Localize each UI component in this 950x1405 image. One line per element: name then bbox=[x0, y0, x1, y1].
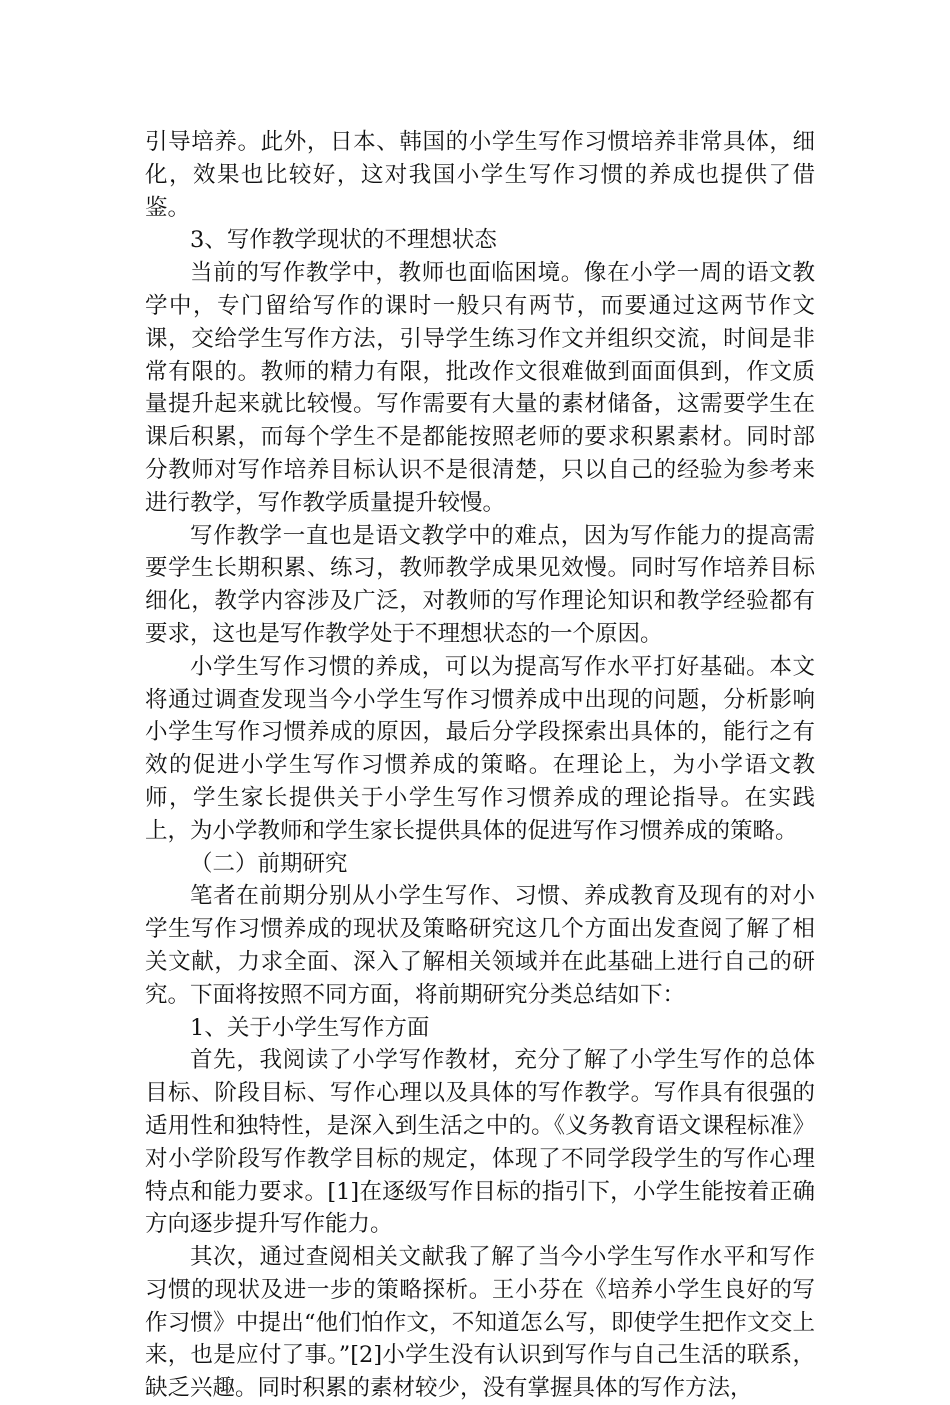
paragraph-curriculum-goals: 首先，我阅读了小学写作教材，充分了解了小学生写作的总体目标、阶段目标、写作心理以及具体的写作教学。写作具有很强的适用性和独特性，是深入到生活之中的。《义务教育语文课程标准》对小学阶段写作教学目标的规定，体现了不同学段学生的写作心理特点和能力要求。[1]在逐级写作目标的指引下，小学生能按着正确方向逐步提升写作能力。 bbox=[145, 1047, 815, 1238]
paragraph-current-status: 其次，通过查阅相关文献我了解了当今小学生写作水平和写作习惯的现状及进一步的策略探析。王小芬在《培养小学生良好的写作习惯》中提出“他们怕作文，不知道怎么写，即使学生把作文交上来，也是应付了事。”[2]小学生没有认识到写作与自己生活的联系，缺乏兴趣。同时积累的素材较少，没有掌握具体的写作方法， bbox=[145, 1244, 815, 1402]
section-heading-prior-research: （二）前期研究 bbox=[190, 850, 348, 877]
paragraph-continuation: 引导培养。此外，日本、韩国的小学生写作习惯培养非常具体，细化，效果也比较好，这对我国小学生写作习惯的养成也提供了借鉴。 bbox=[145, 129, 815, 221]
document-body bbox=[145, 126, 815, 1405]
paragraph-teaching-difficulty: 写作教学一直也是语文教学中的难点，因为写作能力的提高需要学生长期积累、练习，教师教学成果见效慢。同时写作培养目标细化，教学内容涉及广泛，对教师的写作理论知识和教学经验都有要求，这也是写作教学处于不理想状态的一个原因。 bbox=[145, 522, 815, 647]
section-heading-3: 3、写作教学现状的不理想状态 bbox=[190, 227, 497, 254]
subsection-heading-1: 1、关于小学生写作方面 bbox=[190, 1014, 430, 1041]
paragraph-literature-overview: 笔者在前期分别从小学生写作、习惯、养成教育及现有的对小学生写作习惯养成的现状及策略研究这几个方面出发查阅了解了相关文献，力求全面、深入了解相关领域并在此基础上进行自己的研究。下面将按照不同方面，将前期研究分类总结如下： bbox=[145, 883, 815, 1008]
paragraph-research-purpose: 小学生写作习惯的养成，可以为提高写作水平打好基础。本文将通过调查发现当今小学生写作习惯养成中出现的问题，分析影响小学生写作习惯养成的原因，最后分学段探索出具体的，能行之有效的促进小学生写作习惯养成的策略。在理论上，为小学语文教师，学生家长提供关于小学生写作习惯养成的理论指导。在实践上，为小学教师和学生家长提供具体的促进写作习惯养成的策略。 bbox=[145, 653, 815, 844]
paragraph-teaching-dilemma: 当前的写作教学中，教师也面临困境。像在小学一周的语文教学中，专门留给写作的课时一般只有两节，而要通过这两节作文课，交给学生写作方法，引导学生练习作文并组织交流，时间是非常有限的。教师的精力有限，批改作文很难做到面面俱到，作文质量提升起来就比较慢。写作需要有大量的素材储备，这需要学生在课后积累，而每个学生不是都能按照老师的要求积累素材。同时部分教师对写作培养目标认识不是很清楚，只以自己的经验为参考来进行教学，写作教学质量提升较慢。 bbox=[145, 260, 815, 516]
